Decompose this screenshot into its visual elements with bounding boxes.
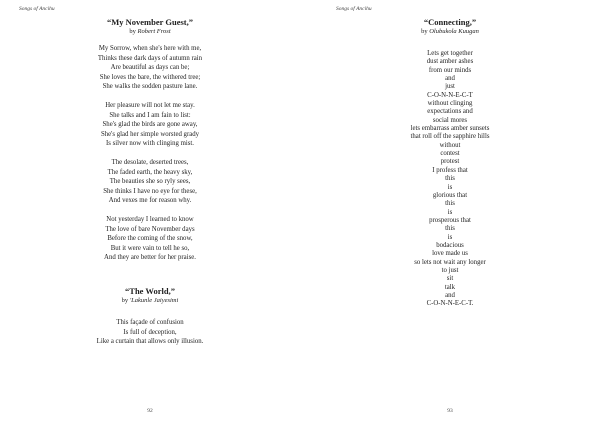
poem-line: The love of bare November days [105, 225, 195, 233]
poem-line: Are beautiful as days can be; [110, 64, 190, 72]
poem-line: protest [440, 158, 460, 166]
poem-author: 'Lakunle Jaiyesimi [129, 297, 179, 304]
poem-line: that roll off the sapphire hills [410, 133, 490, 141]
poem-line: She thinks I have no eye for these, [103, 187, 197, 195]
page-number-right: 93 [447, 408, 453, 414]
poem-title: “My November Guest,” [106, 17, 193, 27]
poem-line: prosperous that [429, 216, 471, 224]
poem-line: bodacious [436, 241, 464, 249]
poem-line: this [445, 225, 455, 233]
poem-line: She walks the sodden pasture lane. [102, 83, 198, 91]
poem-line: I profess that [432, 166, 468, 174]
poem-line: And they are better for her praise. [104, 254, 196, 262]
poem-line: and [445, 75, 455, 83]
right-page [300, 0, 600, 424]
poem-line: this [445, 200, 455, 208]
poem-line: this [445, 175, 455, 183]
poem-stanza [0, 101, 300, 149]
page-number-left: 92 [147, 408, 153, 414]
poem-line: expectations and [427, 108, 473, 116]
poem-line: The faded earth, the heavy sky, [107, 168, 193, 176]
poem-connecting [300, 17, 600, 309]
poem-author: Olubukola Kuugan [429, 28, 479, 35]
poem-line: She loves the bare, the withered tree; [99, 73, 201, 81]
poem-line: Her pleasure will not let me stay. [105, 101, 195, 109]
poem-line: This façade of confusion [116, 319, 184, 326]
poem-line: But it were vain to tell he so, [110, 244, 190, 252]
poem-line: She talks and I am fain to list: [109, 111, 191, 119]
poem-line: is [447, 208, 453, 216]
poem-line: talk [444, 283, 456, 291]
poem-line: C-O-N-N-E-C-T. [426, 300, 474, 308]
poem-line: Not yesterday I learned to know [106, 215, 194, 223]
poem-line: from our minds [428, 66, 472, 74]
poem-line: The beauties she so ryly sees, [109, 178, 191, 186]
poem-line: Before the coming of the snow, [107, 235, 193, 243]
running-head-right: Songs of Ancihu [336, 6, 372, 12]
byline-by: by [421, 28, 428, 35]
poem-line: Like a curtain that allows only illusion. [96, 338, 204, 346]
poem-line: Thinks these dark days of autumn rain [97, 54, 203, 62]
poem-stanza [0, 158, 300, 206]
poem-line: so lets not wait any longer [414, 258, 486, 266]
poem-stanza [300, 50, 600, 309]
poem-line: Is full of deception, [123, 328, 177, 336]
poem-line: contest [440, 150, 460, 158]
poem-line: And vexes me for reason why. [108, 197, 192, 205]
poem-my-november-guest [0, 17, 300, 263]
poem-line: The desolate, deserted trees, [111, 158, 189, 166]
poem-line: and [445, 291, 455, 299]
poem-stanza [0, 44, 300, 92]
running-head-left: Songs of Ancihu [19, 6, 55, 12]
poem-line: dust amber ashes [426, 58, 474, 66]
byline-by: by [129, 28, 136, 35]
poem-line: sit [446, 275, 454, 283]
poem-line: My Sorrow, when she's here with me, [98, 45, 202, 52]
poem-byline [0, 27, 300, 36]
poem-line: is [447, 233, 453, 241]
poem-line: without clinging [427, 100, 473, 108]
poem-byline [300, 27, 600, 36]
poem-line: Lets get together [427, 50, 473, 57]
poem-title: “Connecting,” [423, 17, 477, 27]
poem-line: glorious that [432, 191, 468, 199]
poem-line: She's glad her simple worsted grady [100, 130, 200, 138]
poem-line: love made us [432, 250, 468, 258]
poem-title: “The World,” [125, 286, 175, 296]
poem-line: just [445, 83, 455, 91]
poem-line: She's glad the birds are gone away, [102, 121, 198, 129]
poem-stanza [0, 318, 300, 347]
poem-byline [0, 296, 300, 305]
poem-author: Robert Frost [137, 28, 171, 35]
poem-line: lets embarrass amber sunsets [410, 125, 490, 133]
poem-line: is [447, 183, 453, 191]
poem-the-world [0, 286, 300, 347]
poem-stanza [0, 215, 300, 263]
poem-line: without [439, 141, 461, 149]
poem-line: Is silver now with clinging mist. [106, 140, 194, 148]
poem-line: social mores [432, 116, 468, 124]
poem-line: to just [441, 266, 459, 274]
poem-line: C-O-N-N-E-C-T [427, 91, 473, 99]
byline-by: by [121, 297, 129, 304]
